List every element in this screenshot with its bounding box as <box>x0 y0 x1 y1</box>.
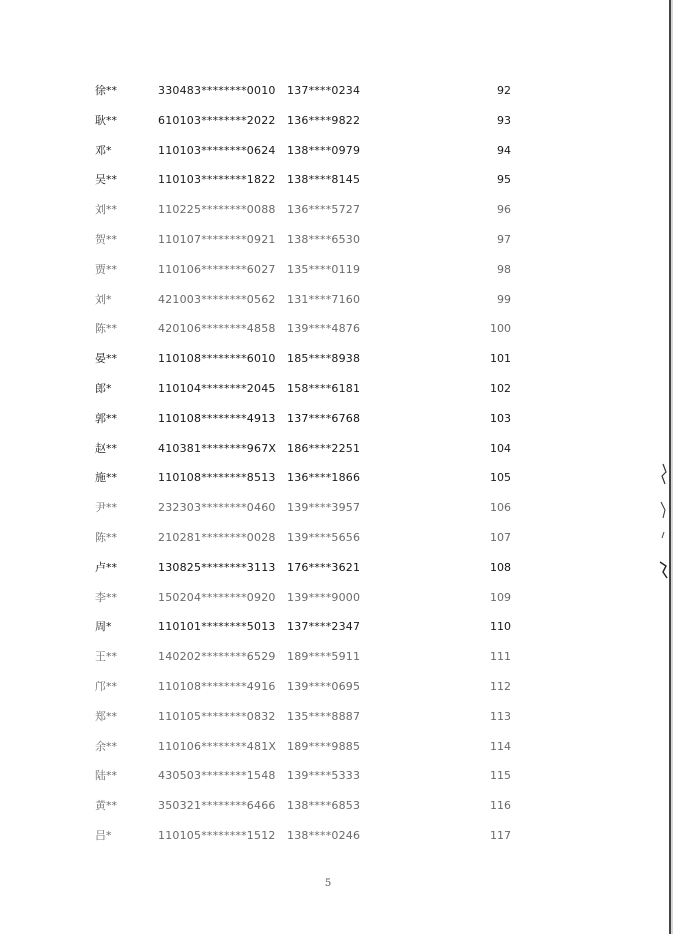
sequence-number-cell: 102 <box>490 381 511 395</box>
phone-cell: 136****5727 <box>287 203 361 217</box>
table-row <box>0 761 673 791</box>
name-cell: 吴** <box>95 173 117 187</box>
name-cell: 晏** <box>95 352 117 366</box>
table-row <box>0 642 673 672</box>
table-row <box>0 285 673 315</box>
id-number-cell: 110103********0624 <box>158 143 276 157</box>
phone-cell: 135****8887 <box>287 709 361 723</box>
sequence-number-cell: 113 <box>490 709 511 723</box>
id-number-cell: 110103********1822 <box>158 173 276 187</box>
name-cell: 李** <box>95 590 117 604</box>
name-cell: 周* <box>95 620 112 634</box>
id-number-cell: 421003********0562 <box>158 292 276 306</box>
phone-cell: 139****3957 <box>287 501 361 515</box>
sequence-number-cell: 117 <box>490 828 511 842</box>
phone-cell: 137****0234 <box>287 84 361 97</box>
id-number-cell: 110108********8513 <box>158 471 276 485</box>
sequence-number-cell: 94 <box>497 143 511 157</box>
phone-cell: 135****0119 <box>287 262 361 276</box>
phone-cell: 138****6853 <box>287 799 361 813</box>
id-number-cell: 110107********0921 <box>158 232 276 246</box>
name-cell: 郑** <box>95 709 117 723</box>
phone-cell: 137****6768 <box>287 411 361 425</box>
name-cell: 黄** <box>95 799 117 813</box>
name-cell: 贺** <box>95 232 117 246</box>
table-row <box>0 165 673 195</box>
table-row <box>0 821 673 851</box>
phone-cell: 189****9885 <box>287 739 361 753</box>
table-row <box>0 583 673 613</box>
sequence-number-cell: 99 <box>497 292 511 306</box>
sequence-number-cell: 110 <box>490 620 511 634</box>
table-row <box>0 523 673 553</box>
name-cell: 赵** <box>95 441 117 455</box>
table-row <box>0 136 673 166</box>
table-row <box>0 463 673 493</box>
name-cell: 邝** <box>95 679 117 693</box>
name-cell: 邓* <box>95 143 112 157</box>
id-number-cell: 232303********0460 <box>158 501 276 515</box>
id-number-cell: 110106********481X <box>158 739 277 753</box>
table-row <box>0 672 673 702</box>
phone-cell: 138****6530 <box>287 232 361 246</box>
id-number-cell: 110225********0088 <box>158 203 276 217</box>
phone-cell: 138****0246 <box>287 828 361 842</box>
phone-cell: 189****5911 <box>287 650 361 664</box>
phone-cell: 158****6181 <box>287 381 361 395</box>
sequence-number-cell: 92 <box>497 84 511 97</box>
record-list <box>0 76 673 851</box>
phone-cell: 139****9000 <box>287 590 361 604</box>
phone-cell: 139****4876 <box>287 322 361 336</box>
name-cell: 陈** <box>95 530 117 544</box>
name-cell: 刘* <box>95 292 112 306</box>
page-number: 5 <box>324 878 332 889</box>
name-cell: 陈** <box>95 322 117 336</box>
phone-cell: 185****8938 <box>287 352 361 366</box>
table-row <box>0 791 673 821</box>
name-cell: 陆** <box>95 769 117 783</box>
name-cell: 耿** <box>95 113 117 127</box>
sequence-number-cell: 108 <box>490 560 511 574</box>
phone-cell: 139****5656 <box>287 530 361 544</box>
sequence-number-cell: 95 <box>497 173 511 187</box>
table-row <box>0 612 673 642</box>
id-number-cell: 110108********6010 <box>158 352 276 366</box>
sequence-number-cell: 105 <box>490 471 511 485</box>
id-number-cell: 610103********2022 <box>158 113 276 127</box>
id-number-cell: 110104********2045 <box>158 381 276 395</box>
phone-cell: 138****8145 <box>287 173 361 187</box>
sequence-number-cell: 96 <box>497 203 511 217</box>
id-number-cell: 410381********967X <box>158 441 277 455</box>
sequence-number-cell: 97 <box>497 232 511 246</box>
id-number-cell: 350321********6466 <box>158 799 276 813</box>
sequence-number-cell: 106 <box>490 501 511 515</box>
id-number-cell: 140202********6529 <box>158 650 276 664</box>
table-row <box>0 702 673 732</box>
id-number-cell: 130825********3113 <box>158 560 276 574</box>
name-cell: 贾** <box>95 262 117 276</box>
sequence-number-cell: 103 <box>490 411 511 425</box>
name-cell: 王** <box>95 650 117 664</box>
sequence-number-cell: 100 <box>490 322 511 336</box>
table-row <box>0 344 673 374</box>
table-row <box>0 76 673 106</box>
table-row <box>0 314 673 344</box>
phone-cell: 186****2251 <box>287 441 361 455</box>
phone-cell: 176****3621 <box>287 560 361 574</box>
id-number-cell: 110101********5013 <box>158 620 276 634</box>
table-row <box>0 255 673 285</box>
sequence-number-cell: 98 <box>497 262 511 276</box>
name-cell: 郎* <box>95 381 112 395</box>
phone-cell: 136****9822 <box>287 113 361 127</box>
name-cell: 余** <box>95 739 117 753</box>
sequence-number-cell: 101 <box>490 352 511 366</box>
phone-cell: 131****7160 <box>287 292 361 306</box>
table-row <box>0 225 673 255</box>
sequence-number-cell: 114 <box>490 739 511 753</box>
phone-cell: 139****0695 <box>287 679 361 693</box>
table-row <box>0 493 673 523</box>
sequence-number-cell: 115 <box>490 769 511 783</box>
sequence-number-cell: 107 <box>490 530 511 544</box>
id-number-cell: 430503********1548 <box>158 769 276 783</box>
name-cell: 郭** <box>95 411 117 425</box>
sequence-number-cell: 104 <box>490 441 511 455</box>
id-number-cell: 150204********0920 <box>158 590 276 604</box>
id-number-cell: 110108********4913 <box>158 411 276 425</box>
id-number-cell: 110105********1512 <box>158 828 276 842</box>
name-cell: 施** <box>95 471 117 485</box>
name-cell: 卢** <box>95 560 117 574</box>
phone-cell: 136****1866 <box>287 471 361 485</box>
id-number-cell: 210281********0028 <box>158 530 276 544</box>
name-cell: 吕* <box>95 828 112 842</box>
id-number-cell: 110105********0832 <box>158 709 276 723</box>
sequence-number-cell: 116 <box>490 799 511 813</box>
table-row <box>0 195 673 225</box>
sequence-number-cell: 109 <box>490 590 511 604</box>
id-number-cell: 110106********6027 <box>158 262 276 276</box>
phone-cell: 137****2347 <box>287 620 361 634</box>
table-row <box>0 434 673 464</box>
id-number-cell: 330483********0010 <box>158 84 276 97</box>
name-cell: 尹** <box>95 501 117 515</box>
sequence-number-cell: 93 <box>497 113 511 127</box>
sequence-number-cell: 111 <box>490 650 511 664</box>
table-row <box>0 374 673 404</box>
id-number-cell: 420106********4858 <box>158 322 276 336</box>
table-row <box>0 404 673 434</box>
sequence-number-cell: 112 <box>490 679 511 693</box>
table-row <box>0 553 673 583</box>
table-row <box>0 732 673 762</box>
name-cell: 刘** <box>95 203 117 217</box>
id-number-cell: 110108********4916 <box>158 679 276 693</box>
phone-cell: 139****5333 <box>287 769 361 783</box>
name-cell: 徐** <box>95 84 117 97</box>
phone-cell: 138****0979 <box>287 143 361 157</box>
table-row <box>0 106 673 136</box>
